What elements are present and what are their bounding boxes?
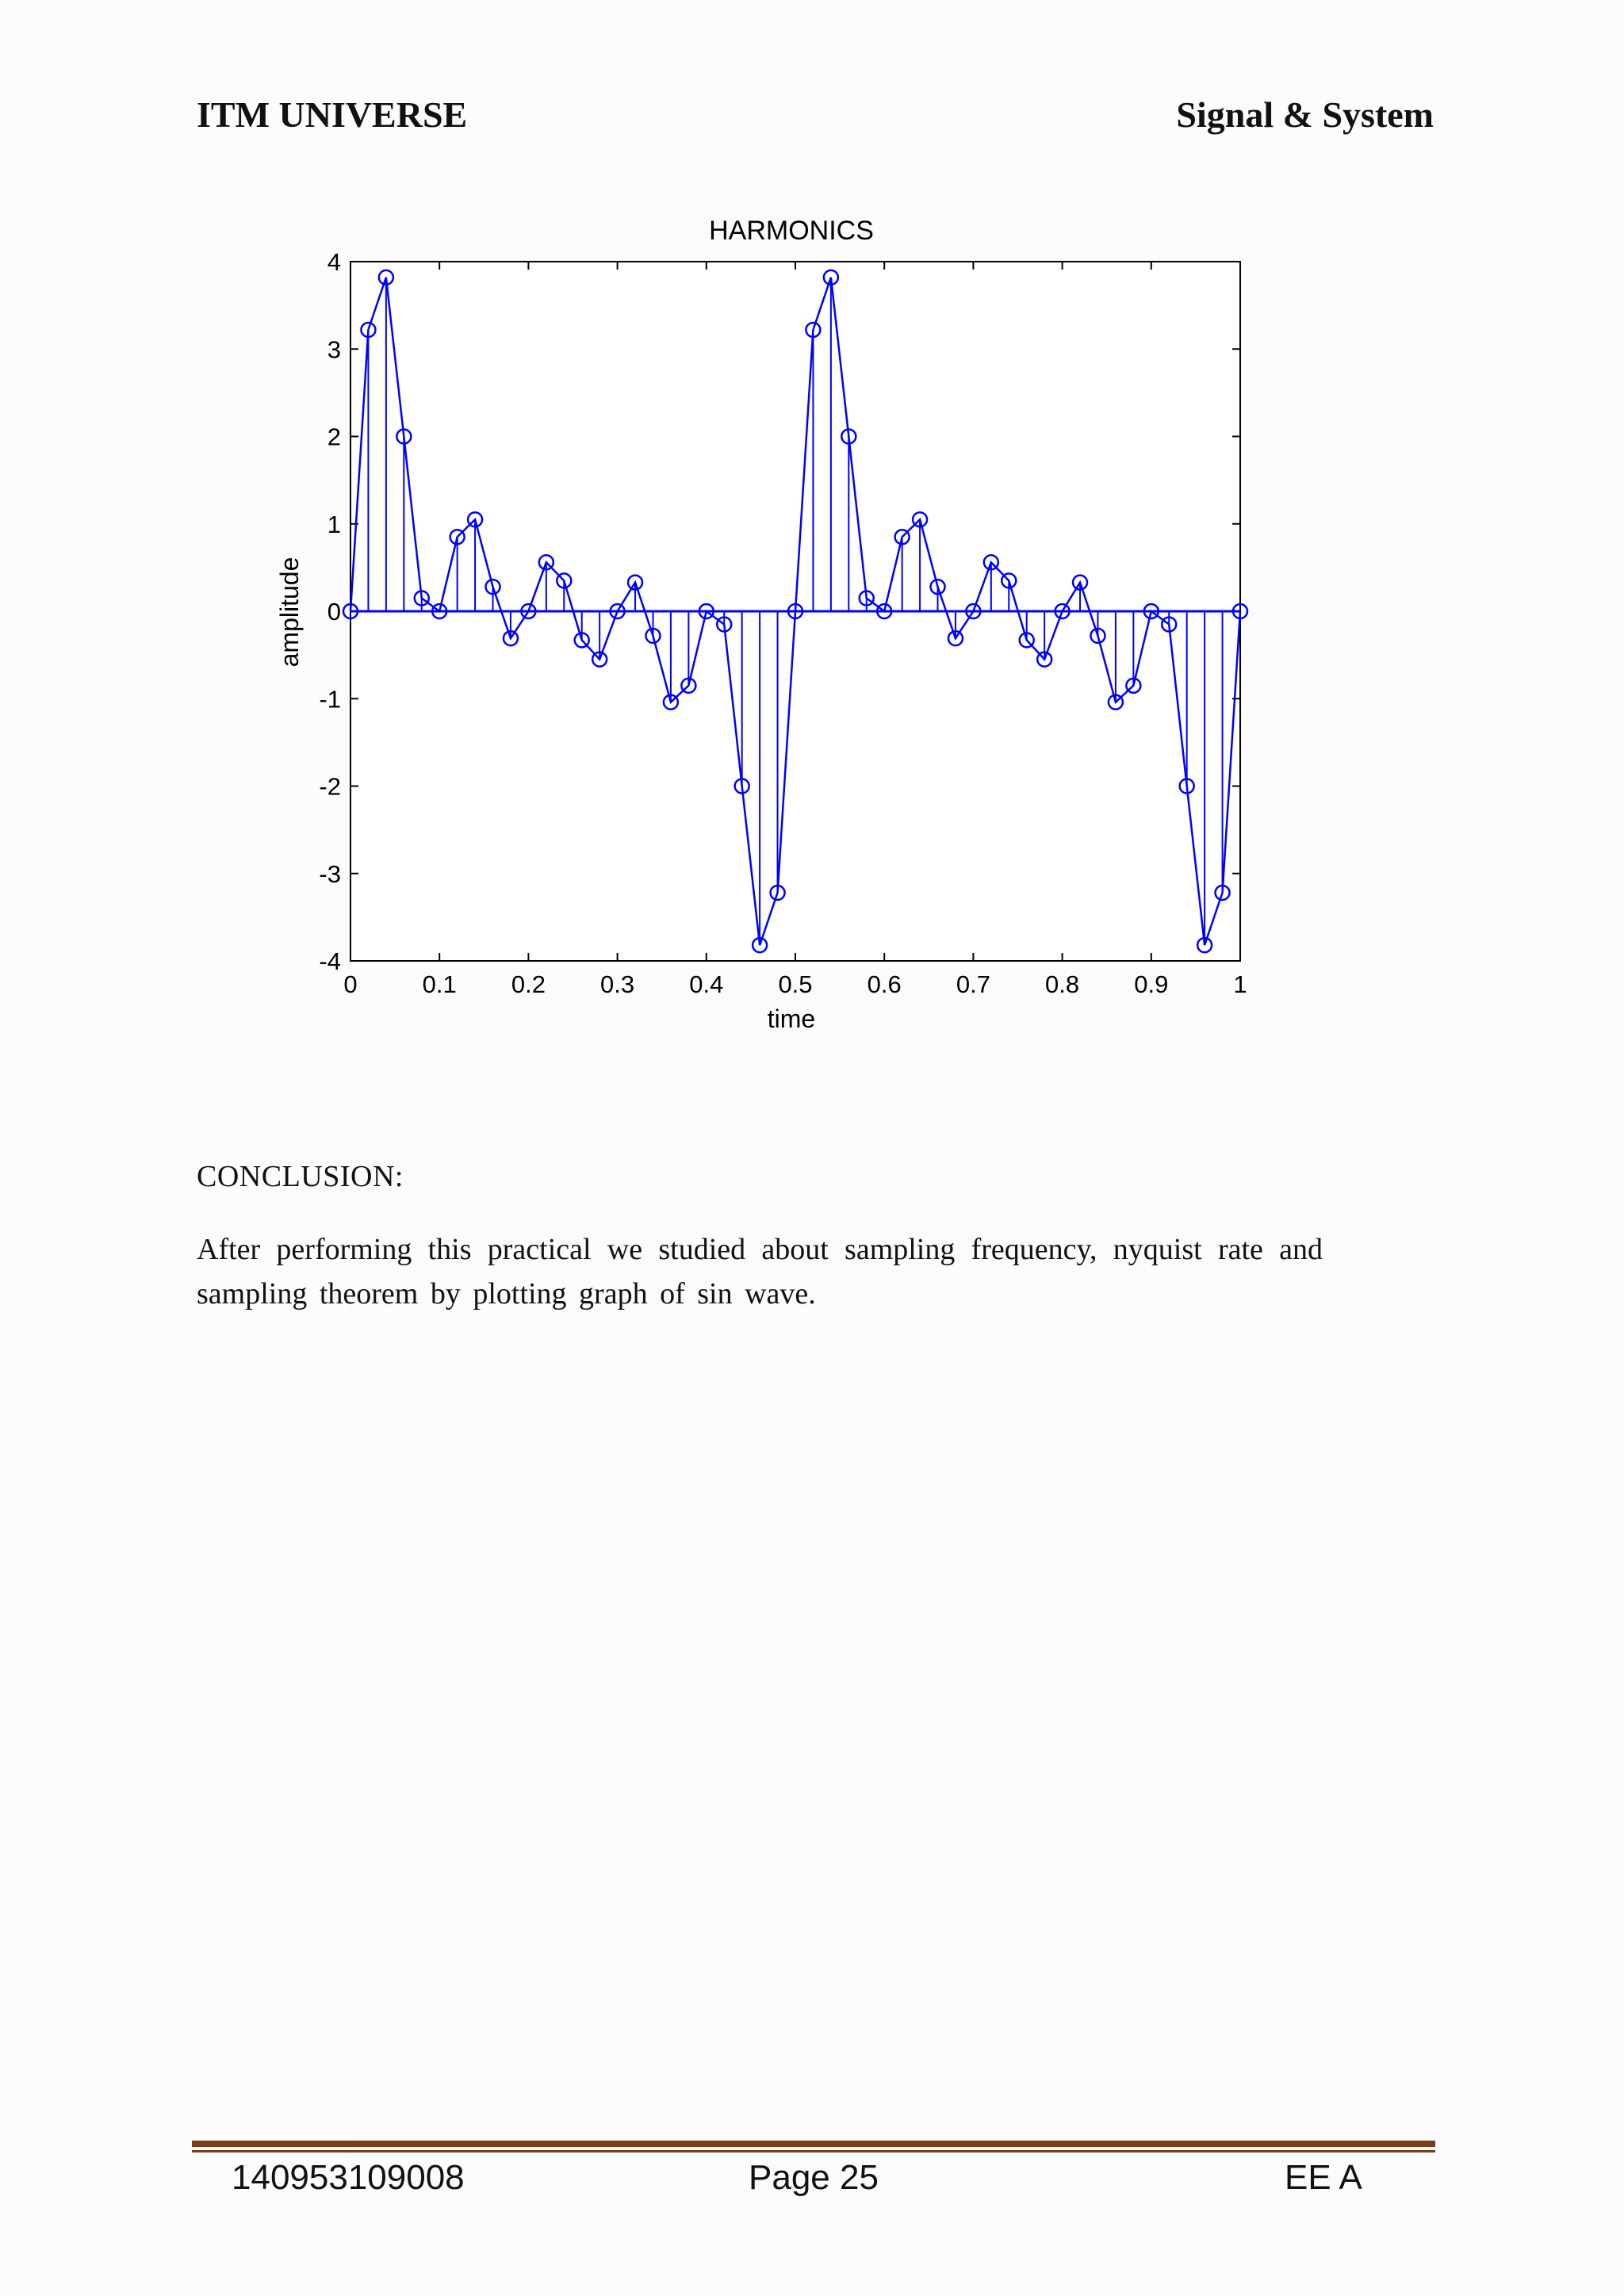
footer-class: EE A — [1285, 2158, 1362, 2197]
y-tick-label: 4 — [327, 248, 341, 276]
y-tick-label: -1 — [319, 685, 341, 714]
conclusion-body: After performing this practical we studied about sampling frequency, nyquist rate and sampling theorem by plotting graph of sin wave. — [197, 1233, 1323, 1311]
y-tick-label: 0 — [327, 598, 341, 626]
x-tick-label: 0.7 — [956, 970, 990, 998]
x-tick-label: 0.1 — [422, 970, 457, 998]
x-tick-label: 0.6 — [867, 970, 902, 998]
y-tick-label: 2 — [327, 423, 341, 451]
harmonics-chart — [262, 208, 1293, 1048]
header-subject: Signal & System — [1176, 94, 1434, 135]
x-tick-label: 1 — [1233, 970, 1247, 998]
x-tick-label: 0.9 — [1134, 970, 1169, 998]
footer-enrollment: 140953109008 — [232, 2158, 465, 2197]
chart-xlabel: time — [767, 1004, 816, 1033]
x-tick-label: 0.5 — [778, 970, 813, 998]
y-tick-label: 3 — [327, 335, 341, 364]
y-tick-label: -3 — [319, 859, 341, 888]
y-tick-label: 1 — [327, 510, 341, 538]
x-tick-label: 0.8 — [1045, 970, 1080, 998]
conclusion-heading: CONCLUSION: — [197, 1160, 404, 1193]
chart-ylabel: amplitude — [275, 557, 304, 668]
footer-page-number: Page 25 — [749, 2158, 879, 2197]
x-tick-label: 0.2 — [511, 970, 546, 998]
footer-rule-thin — [192, 2150, 1435, 2152]
y-tick-label: -2 — [319, 772, 341, 801]
chart-title: HARMONICS — [709, 216, 874, 246]
x-tick-label: 0 — [343, 970, 358, 998]
y-tick-label: -4 — [319, 947, 341, 975]
footer-rule — [192, 2141, 1435, 2147]
header-title: ITM UNIVERSE — [197, 94, 468, 135]
x-tick-label: 0.3 — [600, 970, 635, 998]
chart-svg — [262, 208, 1293, 1048]
x-tick-label: 0.4 — [689, 970, 724, 998]
